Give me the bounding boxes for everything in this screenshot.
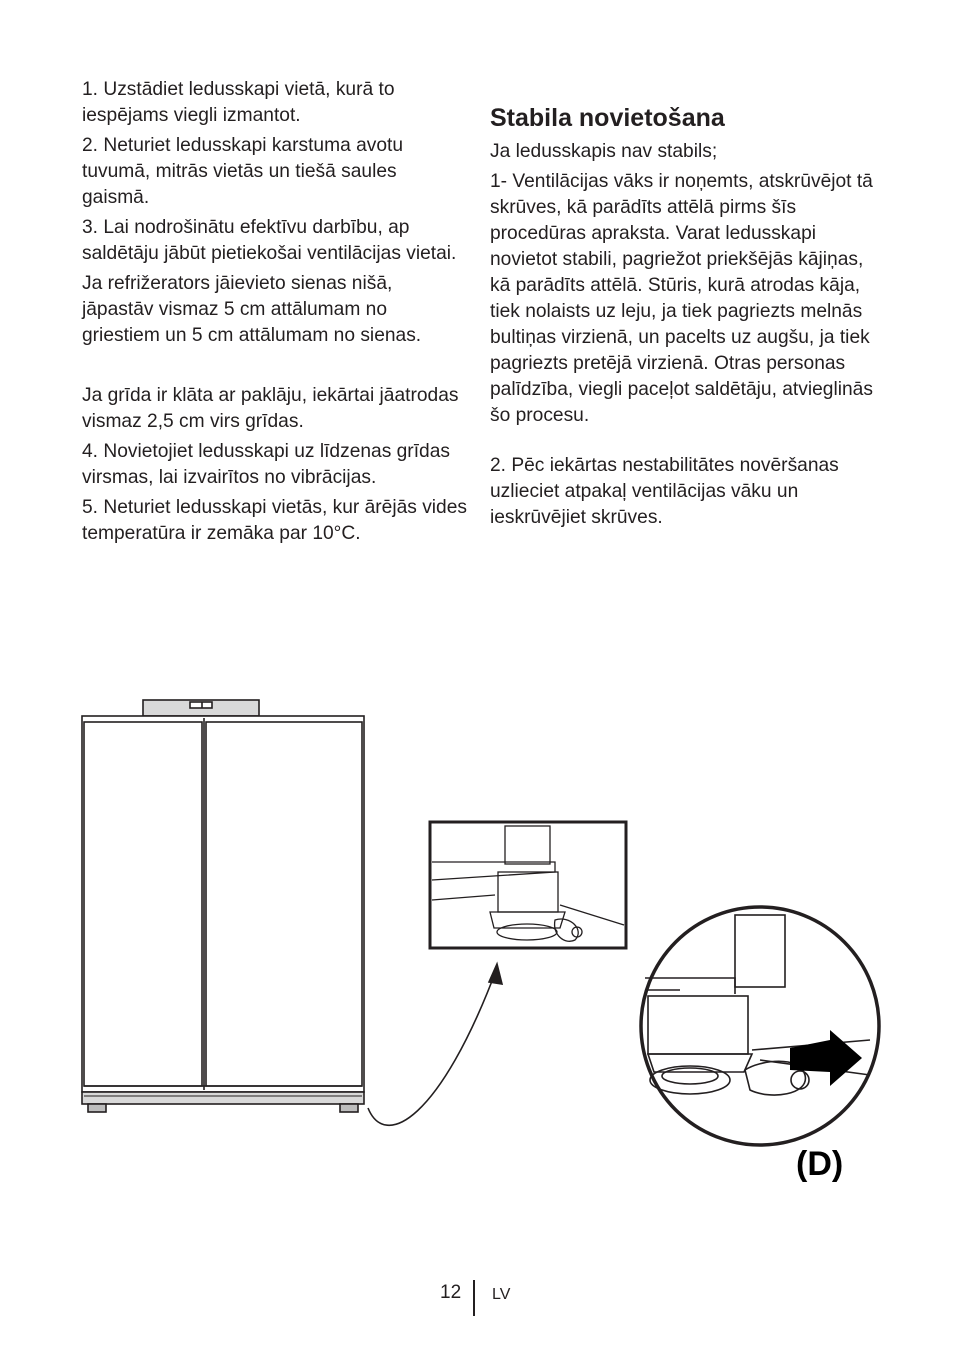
stability-step-2: 2. Pēc iekārtas nestabilitātes novēršanas uzlieciet atpakaļ ventilācijas vāku un ieskrūvējiet skrūves. [490,455,839,528]
language-code: LV [492,1286,511,1303]
section-heading: Stabila novietošana [490,104,725,132]
arrow-to-detail [368,964,502,1125]
figure-label: (D) [796,1145,844,1183]
left-column [82,77,467,551]
stability-step-1: 1- Ventilācijas vāks ir noņemts, atskrūvējot tā skrūves, kā parādīts attēlā pirms šīs procedūras apraksta. Varat ledusskapi novietot stabili, pagriežot priekšējās kājiņas, kā parādīts attēlā. Stūris, kurā atrodas kāja, tiek nolaists uz leju, ja tiek pagriezts melnās bultiņas virzienā, un pacelts uz augšu, ja tiek pagriezts pretējā virzienā. Otras personas palīdzība, viegli paceļot saldētāju, atvieglinās šo procesu. [490,171,873,426]
leveling-illustration [0,690,954,1210]
instruction-3: 3. Lai nodrošinātu efektīvu darbību, ap saldētāju jābūt pietiekošai ventilācijas vietai. [82,217,457,264]
paragraph-gap [490,433,880,453]
paragraph-gap [82,353,467,383]
carpet-note: Ja grīda ir klāta ar paklāju, iekārtai jāatrodas vismaz 2,5 cm virs grīdas. [82,385,459,432]
instruction-1: 1. Uzstādiet ledusskapi vietā, kurā to iespējams viegli izmantot. [82,79,395,126]
instruction-5: 5. Neturiet ledusskapi vietās, kur ārējās vides temperatūra ir zemāka par 10°C. [82,497,467,544]
stability-intro: Ja ledusskapis nav stabils; [490,141,718,162]
niche-note: Ja refrižerators jāievieto sienas nišā, jāpastāv vismaz 5 cm attālumam no griestiem un 5 cm attālumam no sienas. [82,273,422,346]
zoom-circle-detail [641,907,879,1145]
refrigerator-drawing [82,700,364,1112]
foot-detail-box [430,822,626,948]
footer-divider [473,1280,475,1316]
right-column [490,103,880,535]
instruction-2: 2. Neturiet ledusskapi karstuma avotu tuvumā, mitrās vietās un tiešā saules gaismā. [82,135,404,208]
instruction-4: 4. Novietojiet ledusskapi uz līdzenas grīdas virsmas, lai izvairītos no vibrācijas. [82,441,450,488]
page-number: 12 [440,1282,462,1303]
